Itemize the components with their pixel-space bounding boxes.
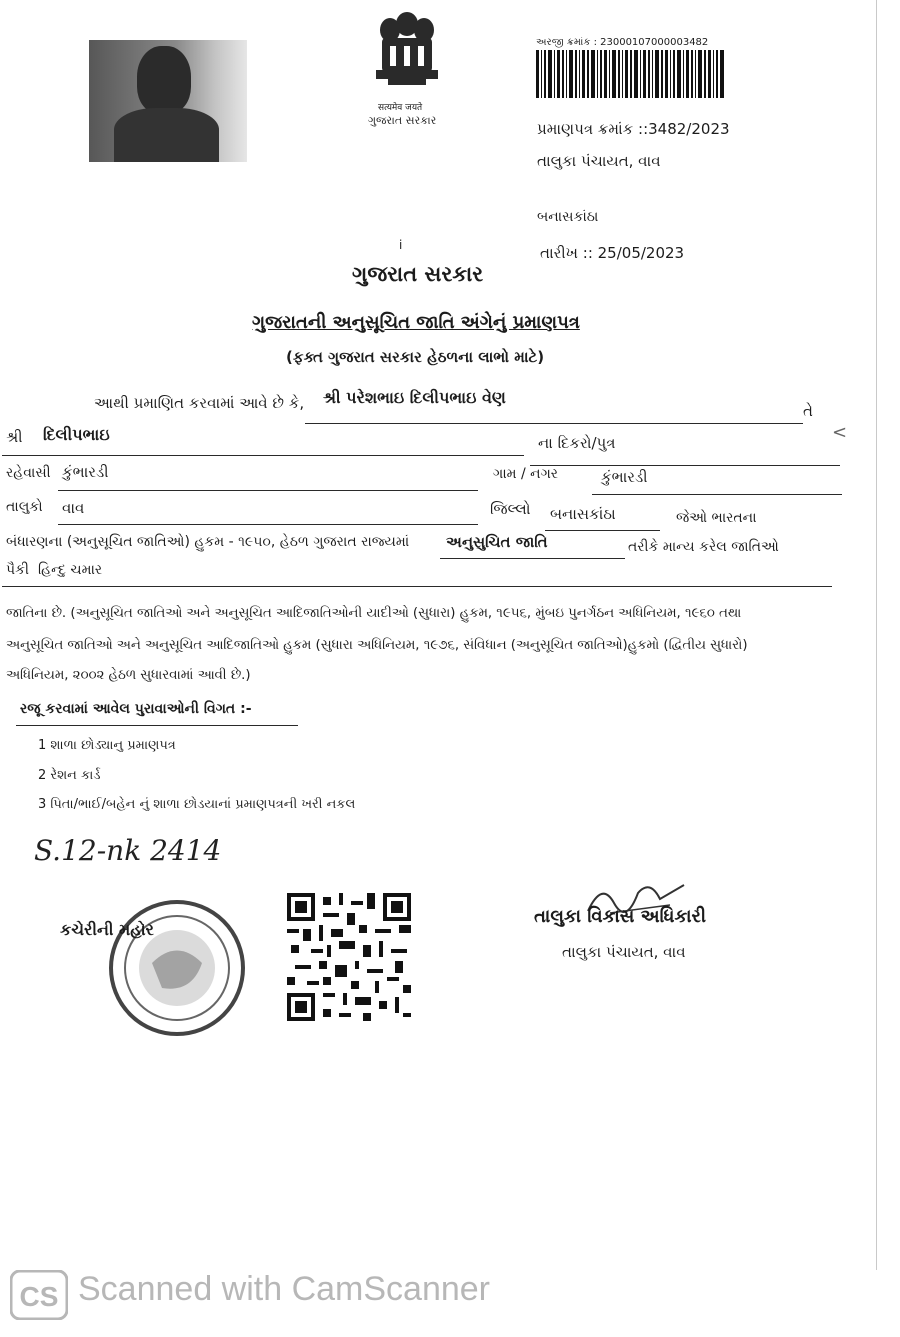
caste-underline [2, 586, 832, 587]
certificate-number: પ્રમાણપત્ર ક્રમાંક ::3482/2023 [537, 120, 730, 138]
legal-paragraph-line-3: અધિનિયમ, ૨૦૦૨ હેઠળ સુધારવામાં આવી છે.) [6, 668, 251, 683]
evidence-item: 1 શાળા છોડ્યાનુ પ્રમાણપત્ર [38, 738, 176, 753]
stray-mark: < [832, 422, 848, 443]
among-label: પૈકી [6, 562, 29, 578]
camscanner-logo-icon [10, 1270, 68, 1320]
application-number: અરજી ક્રમાંક : 23000107000003482 [536, 37, 709, 48]
taluka-label: તાલુકો [6, 499, 43, 515]
qr-code [287, 893, 411, 1021]
legal-paragraph-line-1: જાતિના છે. (અનુસૂચિત જાતિઓ અને અનુસૂચિત આદિજાતિઓની યાદીઓ (સુધારા) હુકમ, ૧૯૫૬, મુંબઇ પુનર્ગઠન અધિનિયમ, ૧૯૬૦ તથા [6, 606, 742, 621]
who-india-label: જેઓ ભારતના [676, 510, 757, 526]
village-value: કુંભારડી [601, 468, 648, 486]
camscanner-watermark: Scanned with CamScanner [78, 1270, 491, 1308]
certificate-title: ગુજરાતની અનુસૂચિત જાતિ અંગેનું પ્રમાણપત્ર [252, 312, 580, 333]
caste-value: હિન્દુ ચમાર [38, 562, 103, 578]
resident-value: કુંભારડી [62, 463, 109, 481]
recognized-text: તરીકે માન્ય કરેલ જાતિઓ [628, 539, 779, 555]
category-underline [440, 558, 625, 559]
certificate-date: તારીખ :: 25/05/2023 [540, 244, 685, 262]
taluka-value: વાવ [62, 499, 85, 517]
district-value: બનાસકાંઠા [550, 505, 616, 523]
stamp-label: કચેરીની મહોર [60, 920, 154, 939]
national-emblem-icon [360, 8, 454, 106]
signatory-office: તાલુકા પંચાયત, વાવ [562, 943, 686, 961]
son-underline [530, 465, 840, 466]
caste-category: અનુસુચિત જાતિ [446, 533, 548, 551]
taluka-underline [58, 524, 478, 525]
shri-label: શ્રી [6, 428, 23, 446]
stray-mark: i [399, 238, 403, 252]
emblem-motto: सत्यमेव जयते [378, 103, 423, 113]
certificate-subtitle: (ફક્ત ગુજરાત સરકાર હેઠળના લાભો માટે) [286, 348, 545, 366]
son-label: ના દિકરો/પુત્ર [538, 434, 616, 452]
district-label: જિલ્લો [490, 500, 531, 518]
name-underline [305, 423, 803, 424]
father-name: દિલીપભાઇ [43, 425, 110, 444]
barcode [536, 50, 726, 98]
scan-edge-line [876, 0, 877, 1270]
evidence-heading-underline [16, 725, 298, 726]
svg-text:S.12-nk 2414: S.12-nk 2414 [34, 834, 222, 867]
resident-label: રહેવાસી [6, 465, 51, 481]
handwritten-note [30, 830, 260, 872]
village-label: ગામ / નગર [493, 466, 559, 482]
certify-label: આથી પ્રમાણિત કરવામાં આવે છે કે, [94, 394, 305, 412]
signatory-designation: તાલુકા વિકાસ અધિકારી [534, 906, 707, 927]
emblem-caption: ગુજરાત સરકાર [368, 114, 437, 127]
resident-underline [58, 490, 478, 491]
evidence-item: 2 રેશન કાર્ડ [38, 768, 101, 783]
government-title: ગુજરાત સરકાર [352, 262, 484, 286]
evidence-item: 3 પિતા/ભાઈ/બહેન નું શાળા છોડયાનાં પ્રમાણપત્રની ખરી નકલ [38, 797, 356, 812]
taluka-panchayat: તાલુકા પંચાયત, વાવ [537, 152, 661, 170]
constitution-text: બંધારણના (અનુસૂચિત જાતિઓ) હુકમ - ૧૯૫૦, હેઠળ ગુજરાત રાજ્યમાં [6, 534, 410, 550]
applicant-photo [89, 40, 247, 162]
office-seal [97, 888, 249, 1038]
legal-paragraph-line-2: અનુસૂચિત જાતિઓ અને અનુસૂચિત આદિજાતિઓ હુકમ (સુધારા અધિનિયમ, ૧૯૭૬, સંવિધાન (અનુસૂચિત જાતિઓ)હુકમો (દ્વિતીય સુધારો) [6, 638, 748, 653]
father-underline [2, 455, 524, 456]
evidence-heading: રજૂ કરવામાં આવેલ પુરાવાઓની વિગત :- [20, 701, 252, 717]
village-underline [592, 494, 842, 495]
te-label: તે [803, 402, 813, 420]
svg-text:CS: CS [19, 1281, 59, 1312]
header-district: બનાસકાંઠા [537, 209, 599, 225]
applicant-name: શ્રી પરેશભાઇ દિલીપભાઇ વેણ [323, 388, 506, 407]
district-underline [545, 530, 660, 531]
